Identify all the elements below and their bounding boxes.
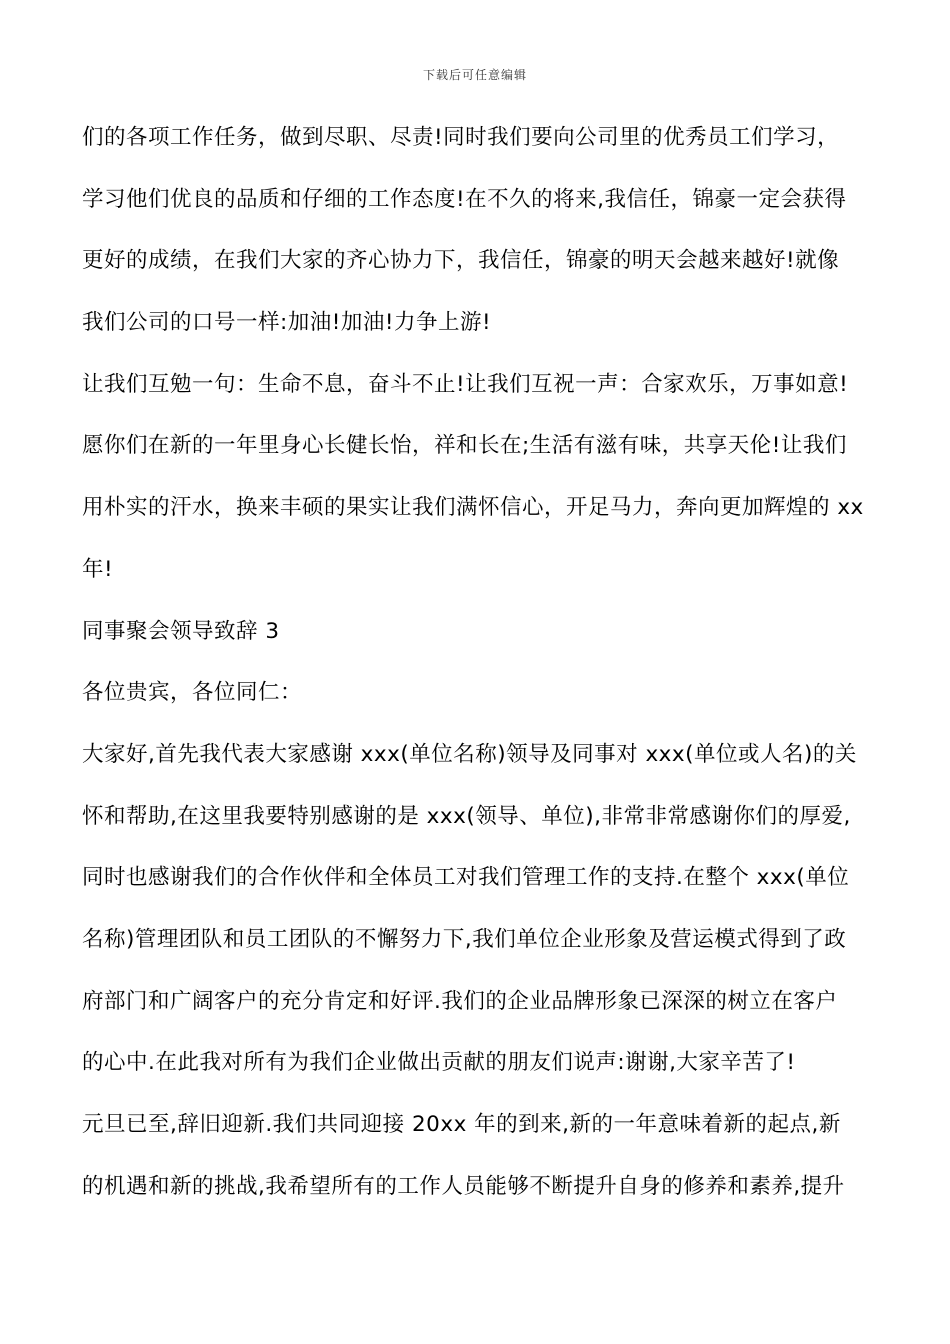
text-line: 学习他们优良的品质和仔细的工作态度!在不久的将来,我信任，锦豪一定会获得 <box>82 186 847 212</box>
text-line: 们的各项工作任务，做到尽职、尽责!同时我们要向公司里的优秀员工们学习， <box>82 125 840 150</box>
text-line: 年! <box>82 556 114 582</box>
salutation: 各位贵宾，各位同仁： <box>82 680 303 706</box>
section-heading: 同事聚会领导致辞 3 <box>82 618 280 644</box>
text-line: 名称)管理团队和员工团队的不懈努力下,我们单位企业形象及营运模式得到了政 <box>82 926 847 952</box>
text-line: 的机遇和新的挑战,我希望所有的工作人员能够不断提升自身的修养和素养,提升 <box>82 1173 845 1199</box>
document-body <box>82 118 872 1228</box>
text-line: 用朴实的汗水，换来丰硕的果实让我们满怀信心，开足马力，奔向更加辉煌的 xx <box>82 495 864 521</box>
text-line: 元旦已至,辞旧迎新.我们共同迎接 20xx 年的到来,新的一年意味着新的起点,新 <box>82 1112 841 1137</box>
page-header: 下载后可任意编辑 <box>422 68 527 82</box>
text-line: 同时也感谢我们的合作伙伴和全体员工对我们管理工作的支持.在整个 xxx(单位 <box>82 865 850 891</box>
text-line: 怀和帮助,在这里我要特别感谢的是 xxx(领导、单位),非常非常感谢你们的厚爱, <box>82 803 851 829</box>
text-line: 府部门和广阔客户的充分肯定和好评.我们的企业品牌形象已深深的树立在客户 <box>82 988 838 1014</box>
text-line: 让我们互勉一句：生命不息，奋斗不止!让我们互祝一声：合家欢乐，万事如意! <box>82 371 849 397</box>
text-line: 的心中.在此我对所有为我们企业做出贡献的朋友们说声:谢谢,大家辛苦了! <box>82 1050 796 1076</box>
text-line: 愿你们在新的一年里身心长健长怡，祥和长在;生活有滋有味，共享天伦!让我们 <box>82 433 847 459</box>
text-line: 大家好,首先我代表大家感谢 xxx(单位名称)领导及同事对 xxx(单位或人名)的关 <box>82 741 857 767</box>
text-line: 更好的成绩，在我们大家的齐心协力下，我信任，锦豪的明天会越来越好!就像 <box>82 248 840 274</box>
text-line: 我们公司的口号一样:加油!加油!力争上游! <box>82 310 492 336</box>
